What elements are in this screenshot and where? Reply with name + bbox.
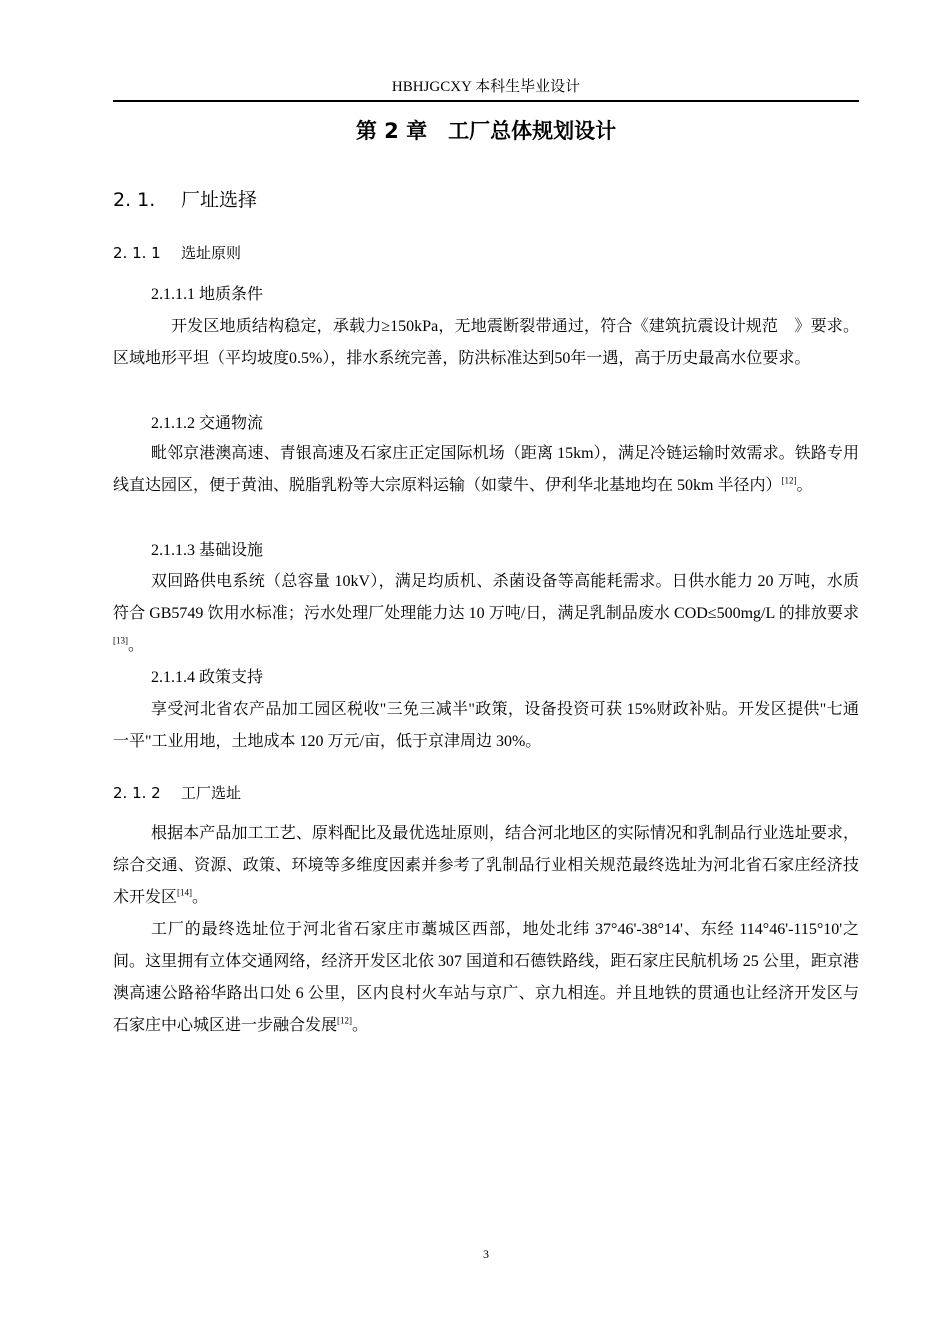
page-header: HBHJGCXY 本科生毕业设计 [391, 79, 581, 95]
citation: [13] [113, 635, 128, 646]
heading-2-1-1-4: 2.1.1.4 政策支持 [151, 669, 264, 686]
paragraph-infrastructure [113, 566, 859, 662]
paragraph-end: 。 [192, 889, 209, 906]
section-heading-2-1 [113, 187, 257, 213]
paragraph-text: 开发区地质结构稳定，承载力≥150kPa，无地震断裂带通过，符合《建筑抗震设计规范 》要求。区域地形平坦（平均坡度0.5%），排水系统完善，防洪标准达到50年一遇，高于历史最高水位要求。 [113, 318, 859, 367]
section-number: 2. 1. [113, 189, 156, 211]
subsection-title: 选址原则 [181, 244, 242, 262]
page-number: 3 [483, 1247, 489, 1261]
paragraph-geology [113, 311, 859, 375]
subsection-title: 工厂选址 [181, 784, 242, 802]
subsection-heading-2-1-2 [113, 783, 241, 803]
heading-2-1-1-2: 2.1.1.2 交通物流 [151, 415, 264, 432]
citation: [12] [781, 475, 797, 486]
paragraph-transport [113, 438, 859, 502]
header-divider [113, 100, 859, 102]
chapter-title: 第 2 章 工厂总体规划设计 [355, 119, 617, 143]
paragraph-text: 工厂的最终选址位于河北省石家庄市藁城区西部，地处北纬 37°46'-38°14'、东经 114°46'-115°10'之间。这里拥有立体交通网络，经济开发区北依 307 国道和石德铁路线，距石家庄民航机场 25 公里，距京港澳高速公路裕华路出口处 6 公里，区内良村火车站与京广、京九相连。并且地铁的贯通也让经济开发区与石家庄中心城区进一步融合发展 [113, 921, 859, 1034]
citation: [12] [337, 1015, 353, 1026]
subsection-heading-2-1-1 [113, 243, 241, 263]
paragraph-text: 毗邻京港澳高速、青银高速及石家庄正定国际机场（距离 15km），满足冷链运输时效需求。铁路专用线直达园区，便于黄油、脱脂乳粉等大宗原料运输（如蒙牛、伊利华北基地均在 50km 半径内） [113, 445, 859, 494]
paragraph-end: 。 [796, 477, 813, 494]
subsection-number: 2. 1. 2 [113, 784, 161, 802]
subsection-number: 2. 1. 1 [113, 244, 161, 262]
heading-2-1-1-1: 2.1.1.1 地质条件 [151, 286, 264, 303]
paragraph-end: 。 [352, 1017, 369, 1034]
paragraph-site-location [113, 914, 859, 1042]
paragraph-site-selection [113, 818, 859, 914]
paragraph-text: 根据本产品加工工艺、原料配比及最优选址原则，结合河北地区的实际情况和乳制品行业选址要求，综合交通、资源、政策、环境等多维度因素并参考了乳制品行业相关规范最终选址为河北省石家庄经济技术开发区 [113, 825, 859, 906]
citation: [14] [177, 887, 193, 898]
section-title: 厂址选择 [181, 189, 258, 211]
paragraph-policy [113, 694, 859, 758]
paragraph-text: 双回路供电系统（总容量 10kV），满足均质机、杀菌设备等高能耗需求。日供水能力 20 万吨，水质符合 GB5749 饮用水标准；污水处理厂处理能力达 10 万吨/日，满足乳制品废水 COD≤500mg/L 的排放要求 [113, 573, 859, 622]
paragraph-end: 。 [128, 637, 145, 654]
heading-2-1-1-3: 2.1.1.3 基础设施 [151, 542, 264, 559]
paragraph-text: 享受河北省农产品加工园区税收"三免三减半"政策，设备投资可获 15%财政补贴。开发区提供"七通一平"工业用地，土地成本 120 万元/亩，低于京津周边 30%。 [113, 701, 859, 750]
